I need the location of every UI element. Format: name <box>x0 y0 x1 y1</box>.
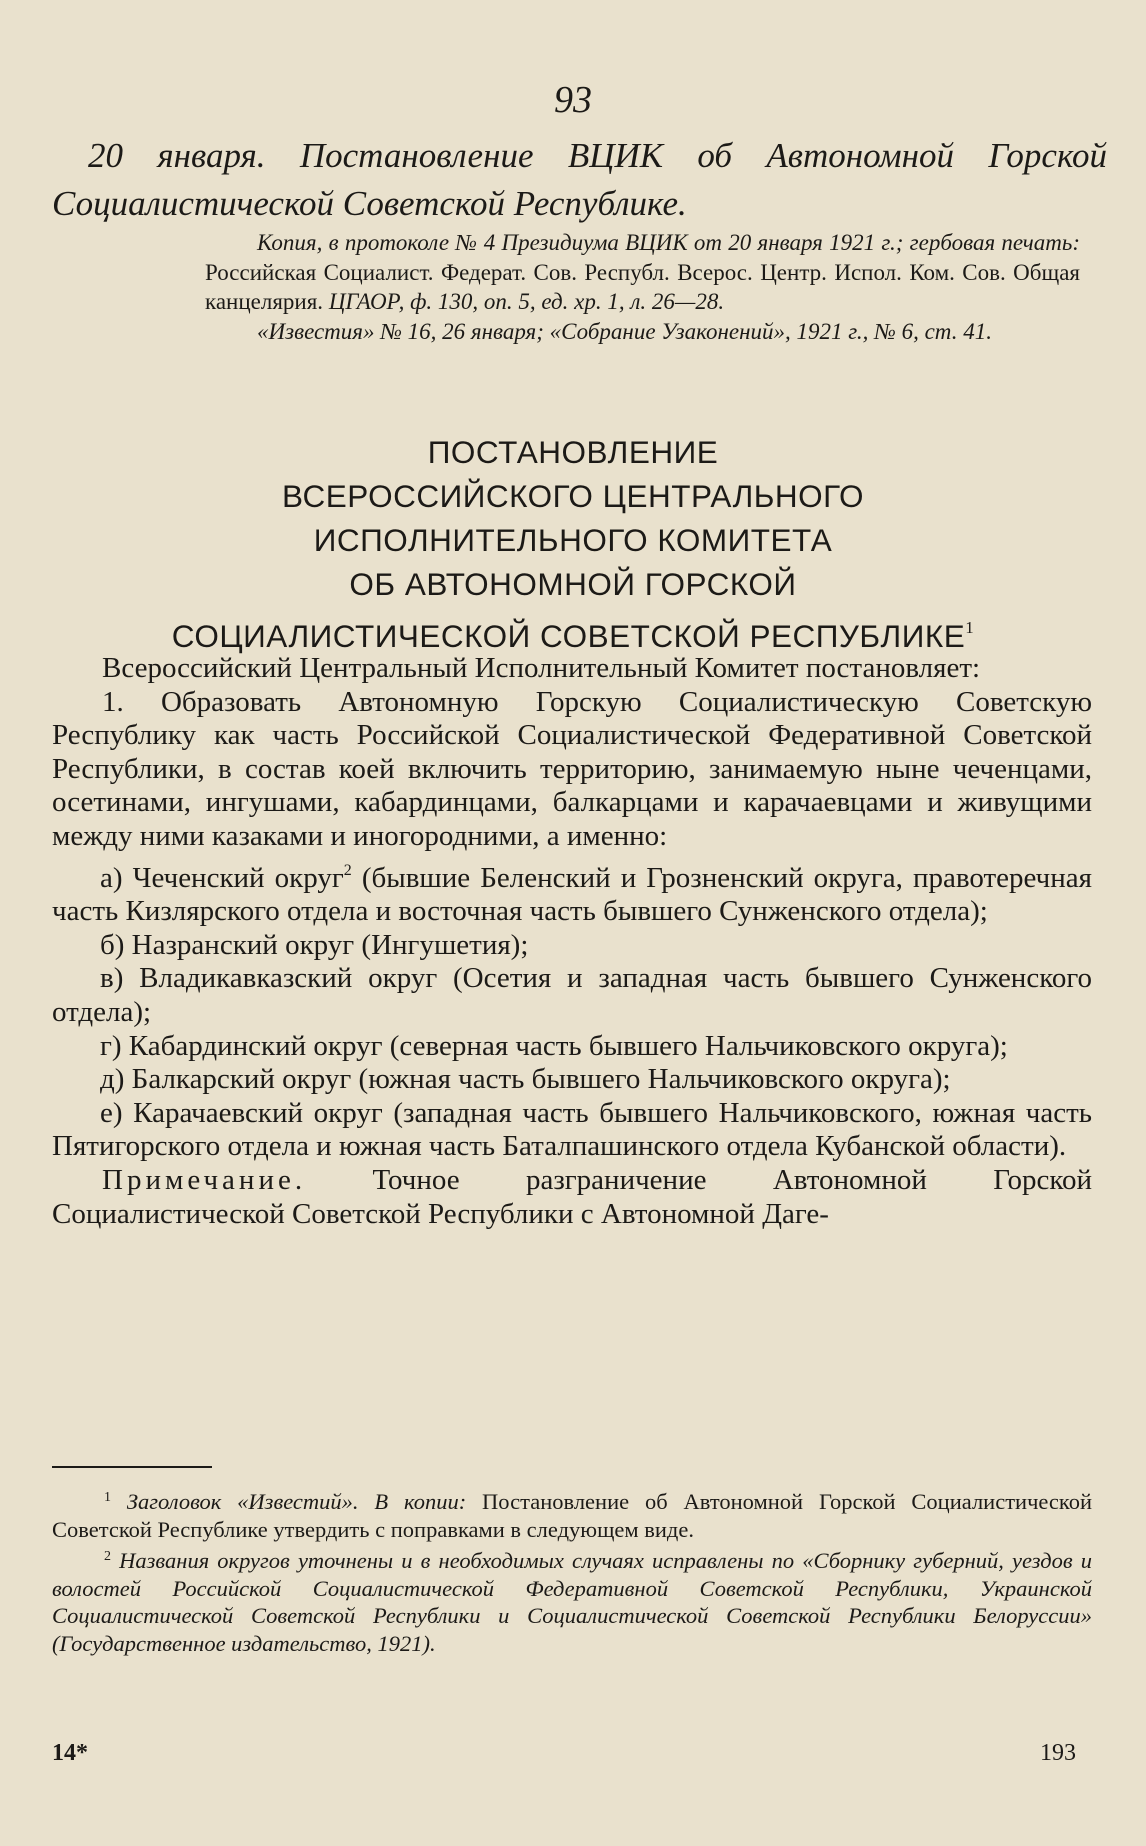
decree-title-line-1: ПОСТАНОВЛЕНИЕ <box>427 434 719 470</box>
footnote-divider <box>52 1466 212 1468</box>
footnote-1-italic: Заголовок «Известий». В копии: <box>126 1489 467 1514</box>
note-text: Точное разграничение Автономной Горской Социалистической Советской Республики с Автономной Даге- <box>52 1163 1092 1230</box>
source-publication: «Известия» № 16, 26 января; «Собрание Узаконений», 1921 г., № 6, ст. 41. <box>257 318 992 344</box>
source-seal-text: Российская Социалист. Федерат. Сов. Республ. Всерос. Центр. Испол. Ком. Сов. Общая канцелярия. <box>205 259 1080 314</box>
footnote-2 <box>52 1543 1092 1657</box>
item-a-start: а) Чеченский округ <box>100 861 344 894</box>
decree-title <box>60 430 1086 658</box>
decree-title-line-2: ВСЕРОССИЙСКОГО ЦЕНТРАЛЬНОГО <box>282 478 864 514</box>
footnote-2-mark: 2 <box>104 1549 111 1564</box>
footnote-1 <box>52 1484 1092 1543</box>
page-number-top: 93 <box>554 79 592 121</box>
decree-title-line-5 <box>60 606 1086 658</box>
item-a-end: (бывшие Беленский и Грозненский округа, правотеречная часть Кизлярского отдела и восточная часть бывшего Сунженского отдела); <box>52 861 1092 928</box>
source-archive: ЦГАОР, ф. 130, оп. 5, ед. хр. 1, л. 26—28. <box>328 289 725 314</box>
decree-item-a <box>52 854 1092 929</box>
footnote-1-mark: 1 <box>104 1490 111 1505</box>
document-heading: 20 января. Постановление ВЦИК об Автономной Горской Социалистической Советской Республике. <box>52 136 1107 223</box>
decree-intro: Всероссийский Центральный Исполнительный Комитет постановляет: <box>102 652 981 684</box>
footnote-mark-1: 1 <box>965 618 975 637</box>
signature-mark: 14* <box>52 1740 88 1766</box>
source-copy-italic: Копия, в протоколе № 4 Президиума ВЦИК от 20 января 1921 г.; гербовая печать: <box>257 230 1080 255</box>
footnote-1-text: Постановление об Автономной Горской Социалистической Советской Республике утвердить с поправками в следующем виде. <box>52 1489 1093 1542</box>
footnotes <box>52 1484 1092 1657</box>
source-copy-line <box>205 228 1080 317</box>
decree-item-1: 1. Образовать Автономную Горскую Социалистическую Советскую Республику как часть Российской Социалистической Федеративной Советской Республики, в состав коей включить территорию, занимаемую ныне чеченцами, осетинами, ингушами, кабардинцами, балкарцами и карачаевцами и живущими между ними казаками и иногородними, а именно: <box>52 685 1092 852</box>
decree-item-v: в) Владикавказский округ (Осетия и западная часть бывшего Сунженского отдела); <box>52 962 1092 1028</box>
decree-item-d: д) Балкарский округ (южная часть бывшего Нальчиковского округа); <box>100 1063 951 1096</box>
decree-title-line-3: ИСПОЛНИТЕЛЬНОГО КОМИТЕТА <box>313 522 833 558</box>
page-number-bottom: 193 <box>1040 1740 1076 1766</box>
decree-body <box>52 652 1092 1231</box>
source-reference <box>205 228 1080 346</box>
footnote-mark-2: 2 <box>343 861 352 879</box>
decree-item-b: б) Назранский округ (Ингушетия); <box>100 928 529 961</box>
decree-item-g: г) Кабардинский округ (северная часть бывшего Нальчиковского округа); <box>100 1029 1008 1062</box>
decree-note <box>52 1164 1092 1231</box>
decree-title-line-4: ОБ АВТОНОМНОЙ ГОРСКОЙ <box>349 566 797 602</box>
note-label: Примечание. <box>102 1163 307 1196</box>
footnote-2-text: Названия округов уточнены и в необходимых случаях исправлены по «Сборнику губерний, уездов и волостей Российской Социалистической Федеративной Советской Республики, Украинской Социалистической Советской Республики и Социалистической Советской Республики Белоруссии» (Государственное издательство, 1921). <box>52 1548 1092 1656</box>
decree-item-e: е) Карачаевский округ (западная часть бывшего Нальчиковского, южная часть Пятигорского отдела и южная часть Баталпашинского отдела Кубанской области). <box>52 1096 1092 1163</box>
decree-title-line-5-text: СОЦИАЛИСТИЧЕСКОЙ СОВЕТСКОЙ РЕСПУБЛИКЕ <box>171 618 966 654</box>
